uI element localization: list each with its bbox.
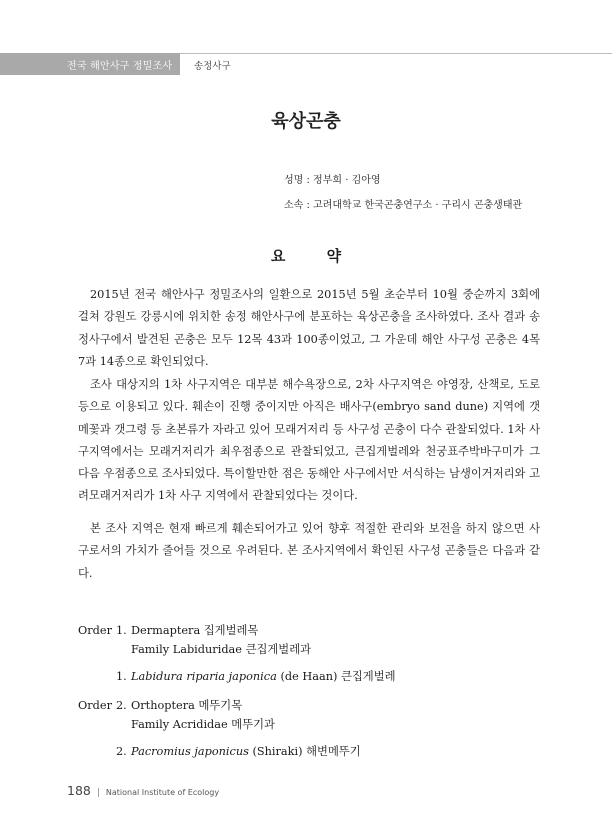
species-author-common-name: (de Haan) 큰집게벌레: [280, 670, 396, 683]
species-scientific-name: Labidura riparia japonica: [131, 670, 277, 683]
header-site-label: 송정사구: [194, 61, 231, 72]
species-author-common-name: (Shiraki) 해변메뚜기: [252, 745, 361, 758]
summary-paragraph-1: 2015년 전국 해안사구 정밀조사의 일환으로 2015년 5월 초순부터 10월 중순까지 3회에 걸쳐 강원도 강릉시에 위치한 송정 해안사구에 분포하는 육상곤충을 조사하였다. 조사 결과 송정사구에서 발견된 곤충은 모두 12목 43과 100종이었고, 그 가운데 해안 사구성 곤충은 4목 7과 14종으로 확인되었다.: [78, 288, 541, 368]
page-number: 188: [67, 783, 91, 798]
species-number: 1.: [116, 670, 127, 683]
footer-separator: |: [96, 788, 100, 798]
summary-paragraph-2: 조사 대상지의 1차 사구지역은 대부분 해수욕장으로, 2차 사구지역은 야영장, 산책로, 도로 등으로 이용되고 있다. 훼손이 진행 중이지만 아직은 배사구(embryo sand dune) 지역에 갯메꽃과 갯그령 등 초본류가 자라고 있어 모래거저리 등 사구성 곤충이 다수 관찰되었다. 1차 사구지역에서는 모래거저리가 최우점종으로 관찰되었고, 큰집게벌레와 천궁표주박바구미가 그 다음 우점종으로 조사되었다. 특이할만한 점은 동해안 사구에서만 서식하는 남생이거저리와 고려모래거저리가 1차 사구 지역에서 관찰되었다는 것이다.: [78, 378, 540, 503]
family-name: Family Acrididae 메뚜기과: [131, 717, 275, 731]
summary-heading: 요 약: [270, 247, 360, 265]
footer-institute: National Institute of Ecology: [105, 788, 220, 797]
species-scientific-name: Pacromius japonicus: [131, 745, 249, 758]
order-name: Orthoptera 메뚜기목: [131, 699, 243, 712]
page-footer: [67, 780, 219, 799]
order-label: Order: [78, 624, 112, 637]
header-section-bar: [0, 53, 180, 75]
header-rule: [180, 53, 612, 54]
order-number: 2.: [116, 699, 127, 712]
species-number: 2.: [116, 745, 127, 758]
order-name: Dermaptera 집게벌레목: [131, 624, 259, 637]
summary-paragraph-3: 본 조사 지역은 현재 빠르게 훼손되어가고 있어 향후 적절한 관리와 보전을 하지 않으면 사구로서의 가치가 줄어들 것으로 우려된다. 본 조사지역에서 확인된 사구성 곤충들은 다음과 같다.: [78, 522, 540, 580]
header-section-label: 전국 해안사구 정밀조사: [67, 61, 173, 72]
authors: 성명 : 정부희 · 김아영: [284, 175, 381, 186]
affiliation: 소속 : 고려대학교 한국곤충연구소 · 구리시 곤충생태관: [284, 200, 523, 211]
order-label: Order: [78, 699, 112, 712]
family-name: Family Labiduridae 큰집게벌레과: [131, 642, 312, 656]
page-title: 육상곤충: [271, 111, 341, 132]
order-number: 1.: [116, 624, 127, 637]
